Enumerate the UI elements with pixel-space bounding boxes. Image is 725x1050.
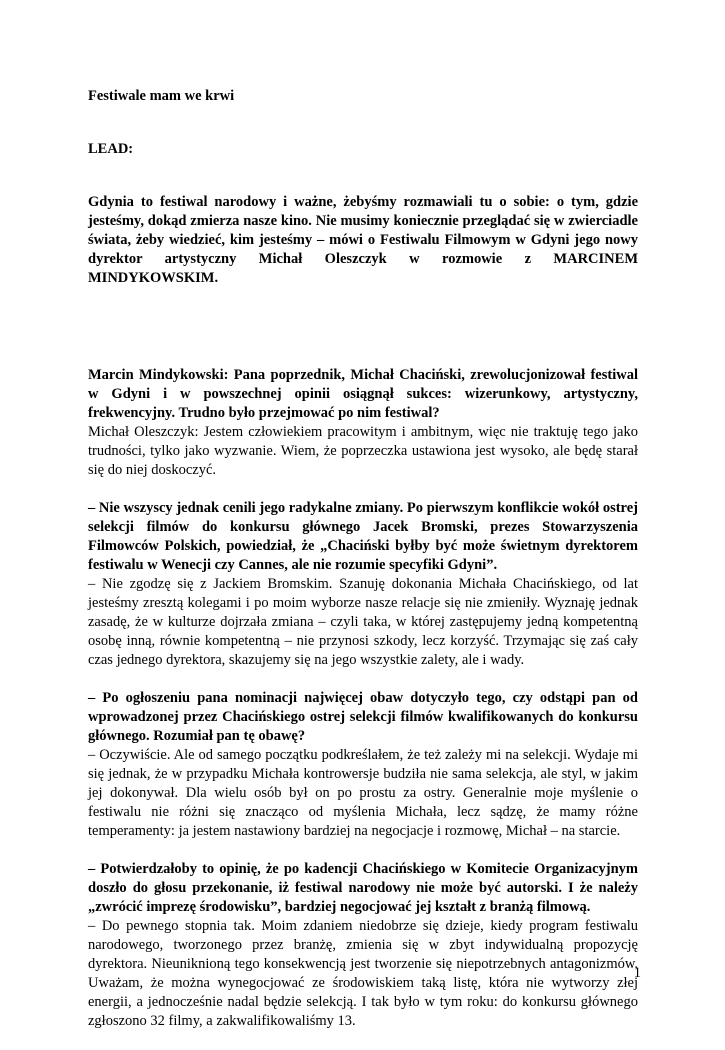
page-number: 1 [633,965,641,981]
document-body [88,87,638,1050]
lead-paragraph: Gdynia to festiwal narodowy i ważne, żebyśmy rozmawiali tu o sobie: o tym, gdzie jesteśmy, dokąd zmierza nasze kino. Nie musimy koniecznie przeglądać się w zwierciadle świata, żeby wiedzieć, kim jesteśmy – mówi o Festiwalu Filmowym w Gdyni jego nowy dyrektor artystyczny Michał Oleszczyk w rozmowie z MARCINEM MINDYKOWSKIM. [88,194,638,286]
lead-label: LEAD: [88,141,134,157]
answer-4: – Do pewnego stopnia tak. Moim zdaniem niedobrze się dzieje, kiedy program festiwalu narodowego, tworzonego przez branżę, zmienia się w zbyt indywidualną propozycję dyrektora. Nieuniknioną tego konsekwencją jest tworzenie się niepotrzebnych antagonizmów. Uważam, że można wynegocjować ze środowiskiem taką listę, która nie wytworzy złej energii, a jednocześnie nadal będzie selekcją. I tak było w tym roku: do konkursu głównego zgłoszono 32 filmy, a zakwalifikowaliśmy 13. [88,918,638,1029]
question-4: – Potwierdzałoby to opinię, że po kadencji Chacińskiego w Komitecie Organizacyjnym doszło do głosu przekonanie, iż festiwal narodowy nie może być autorski. I że należy „zwrócić imprezę środowisku”, bardziej negocjować jej kształt z branżą filmową. [88,861,638,915]
question-3: – Po ogłoszeniu pana nominacji najwięcej obaw dotyczyło tego, czy odstąpi pan od wprowadzonej przez Chacińskiego ostrej selekcji filmów kwalifikowanych do konkursu głównego. Rozumiał pan tę obawę? [88,690,638,744]
answer-3: – Oczywiście. Ale od samego początku podkreślałem, że też zależy mi na selekcji. Wydaje mi się jednak, że w przypadku Michała kontrowersje budziła nie sama selekcja, ale styl, w jakim jej dokonywał. Dla wielu osób był on po prostu za ostry. Generalnie moje myślenie o festiwalu nie różni się znacząco od myślenia Michała, lecz sądzę, że mamy różne temperamenty: ja jestem nastawiony bardziej na negocjacje i rozmowę, Michał – na starcie. [88,747,638,839]
question-2: – Nie wszyscy jednak cenili jego radykalne zmiany. Po pierwszym konflikcie wokół ostrej selekcji filmów do konkursu głównego Jacek Bromski, prezes Stowarzyszenia Filmowców Polskich, powiedział, że „Chaciński byłby być może świetnym dyrektorem festiwalu w Wenecji czy Cannes, ale nie rozumie specyfiki Gdyni”. [88,500,638,573]
answer-2: – Nie zgodzę się z Jackiem Bromskim. Szanuję dokonania Michała Chacińskiego, od lat jesteśmy zresztą kolegami i po moim wyborze nasze relacje się nie zmieniły. Wyznaję jednak zasadę, że w kulturze dojrzała zmiana – czyli taka, w której zastępujemy jedną kompetentną osobę inną, równie kompetentną – nie przynosi szkody, lecz korzyść. Trzymając się zaś cały czas jednego dyrektora, skazujemy się na jego wszystkie zalety, ale i wady. [88,576,638,668]
answer-1: Michał Oleszczyk: Jestem człowiekiem pracowitym i ambitnym, więc nie traktuję tego jako trudności, tylko jako wyzwanie. Wiem, że poprzeczka ustawiona jest wysoko, ale będę starał się do niej doskoczyć. [88,424,638,478]
question-1: Marcin Mindykowski: Pana poprzednik, Michał Chaciński, zrewolucjonizował festiwal w Gdyni i w powszechnej opinii osiągnął sukces: wizerunkowy, artystyczny, frekwencyjny. Trudno było przejmować po nim festiwal? [88,367,638,421]
article-title: Festiwale mam we krwi [88,88,235,104]
